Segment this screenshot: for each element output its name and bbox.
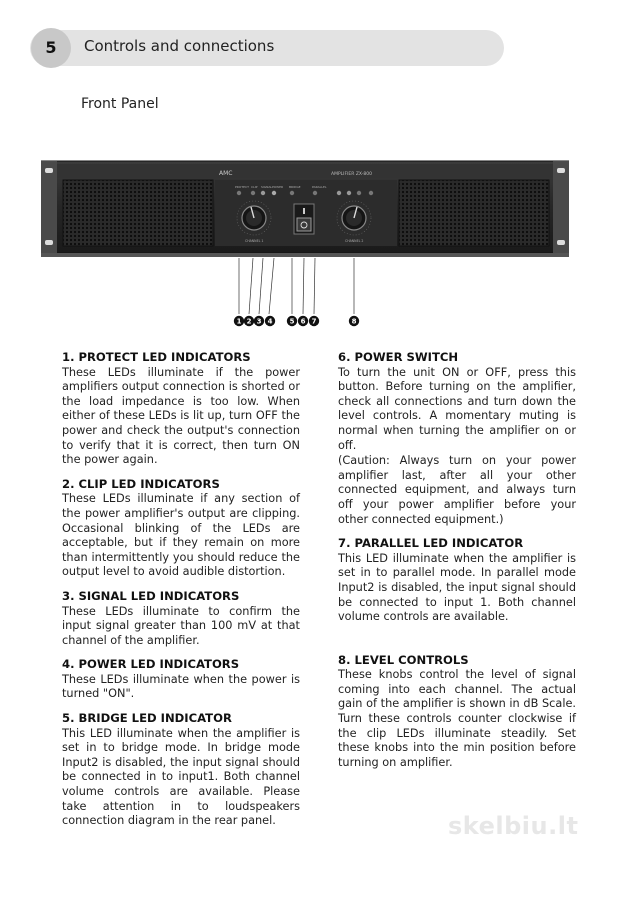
callout-2-label: 2 [246,317,252,326]
svg-text:SIGNAL: SIGNAL [261,185,273,189]
channel-1-label: CHANNEL 1 [245,239,264,243]
section-subtitle: Front Panel [81,96,159,112]
callout-6-label: 6 [300,317,306,326]
clip-led [251,191,255,195]
section-parallel-led [338,536,576,625]
section-heading: 1. PROTECT LED INDICATORS [62,350,251,364]
rack-ear-left [41,161,57,253]
power-led [272,191,276,195]
protect-led [237,191,241,195]
callout-1-label: 1 [236,317,242,326]
signal-led [261,191,265,195]
section-clip-led [62,477,300,580]
section-heading: 7. PARALLEL LED INDICATOR [338,536,524,551]
left-column [62,350,300,838]
watermark: skelbiu.lt [448,812,579,840]
page-number: 5 [31,28,71,68]
callout-4-label: 4 [267,317,273,326]
amp-model: AMPLIFIER ZX-800 [331,172,372,177]
section-body: This LED illuminate when the amplifier is set in to parallel mode. In parallel mode Input2 is disabled, the input signal should be connected to input 1. Both channel volume controls are available. [338,551,576,624]
svg-text:PARALLEL: PARALLEL [312,185,327,189]
callout-8-label: 8 [351,317,357,326]
section-body: This LED illuminate when the amplifier is set in to bridge mode. In bridge mode Input2 is disabled, the input signal should be connected in to input1. Both channel volume controls are available. Please take attention in to loudspeakers connection diagram in the rear panel. [62,726,300,828]
section-level-controls [338,653,576,771]
amp-brand: AMC [219,170,233,177]
section-body: These LEDs illuminate when the power is turned "ON". [62,672,300,701]
section-power-switch [338,350,576,527]
parallel-led [313,191,317,195]
section-heading: 5. BRIDGE LED INDICATOR [62,711,232,726]
bridge-led [290,191,294,195]
grille-left [63,180,213,246]
section-signal-led [62,589,300,648]
section-heading: 2. CLIP LED INDICATORS [62,476,220,491]
section-bridge-led [62,711,300,829]
section-heading: 3. SIGNAL LED INDICATORS [62,588,240,603]
svg-text:CLIP: CLIP [251,185,258,189]
section-body: These LEDs illuminate to confirm the input signal greater than 100 mV at that channel of the amplifier. [62,604,300,647]
section-heading: 4. POWER LED INDICATORS [62,657,240,672]
section-body: To turn the unit ON or OFF, press this button. Before turning on the amplifier, check all connections and turn down the level controls. A momentary muting is normal when turning the amplifier on or off. [338,365,576,452]
callout-5-label: 5 [289,317,295,326]
svg-text:BRIDGE: BRIDGE [289,185,301,189]
section-body: These LEDs illuminate if any section of the power amplifier's output are clipping. Occasional blinking of the LEDs are acceptable, but if they remain on more than intermittently you should reduce the output level to avoid audible distortion. [62,492,300,579]
section-heading: 8. LEVEL CONTROLS [338,652,469,667]
svg-text:PROTECT: PROTECT [235,185,249,189]
power-switch [297,218,311,231]
amplifier-front-panel-figure [41,158,569,328]
right-column [338,350,576,779]
section-caution: (Caution: Always turn on your power amplifier last, after all your other connected equipment, and always turn off your power amplifier before your other connected equipment.) [338,454,576,526]
section-protect-led [62,350,300,468]
section-heading: 6. POWER SWITCH [338,350,459,364]
svg-text:POWER: POWER [272,185,284,189]
callout-7-label: 7 [311,317,317,326]
channel-2-label: CHANNEL 2 [345,239,364,243]
section-power-led [62,657,300,702]
page-title: Controls and connections [84,37,275,55]
section-body: These knobs control the level of signal coming into each channel. The actual gain of the amplifier is shown in dB Scale. Turn these controls counter clockwise if the clip LEDs illuminate steadily. Set these knobs into the min position before turning on amplifier. [338,668,576,769]
callout-3-label: 3 [256,317,262,326]
callout-markers [234,316,359,326]
section-body: These LEDs illuminate if the power amplifiers output connection is shorted or the load impedance is too low. When either of these LEDs is lit up, turn OFF the power and check the output's connection to verify that it is correct, then turn ON the power again. [62,365,300,467]
grille-right [399,180,549,246]
rack-ear-right [553,161,569,253]
